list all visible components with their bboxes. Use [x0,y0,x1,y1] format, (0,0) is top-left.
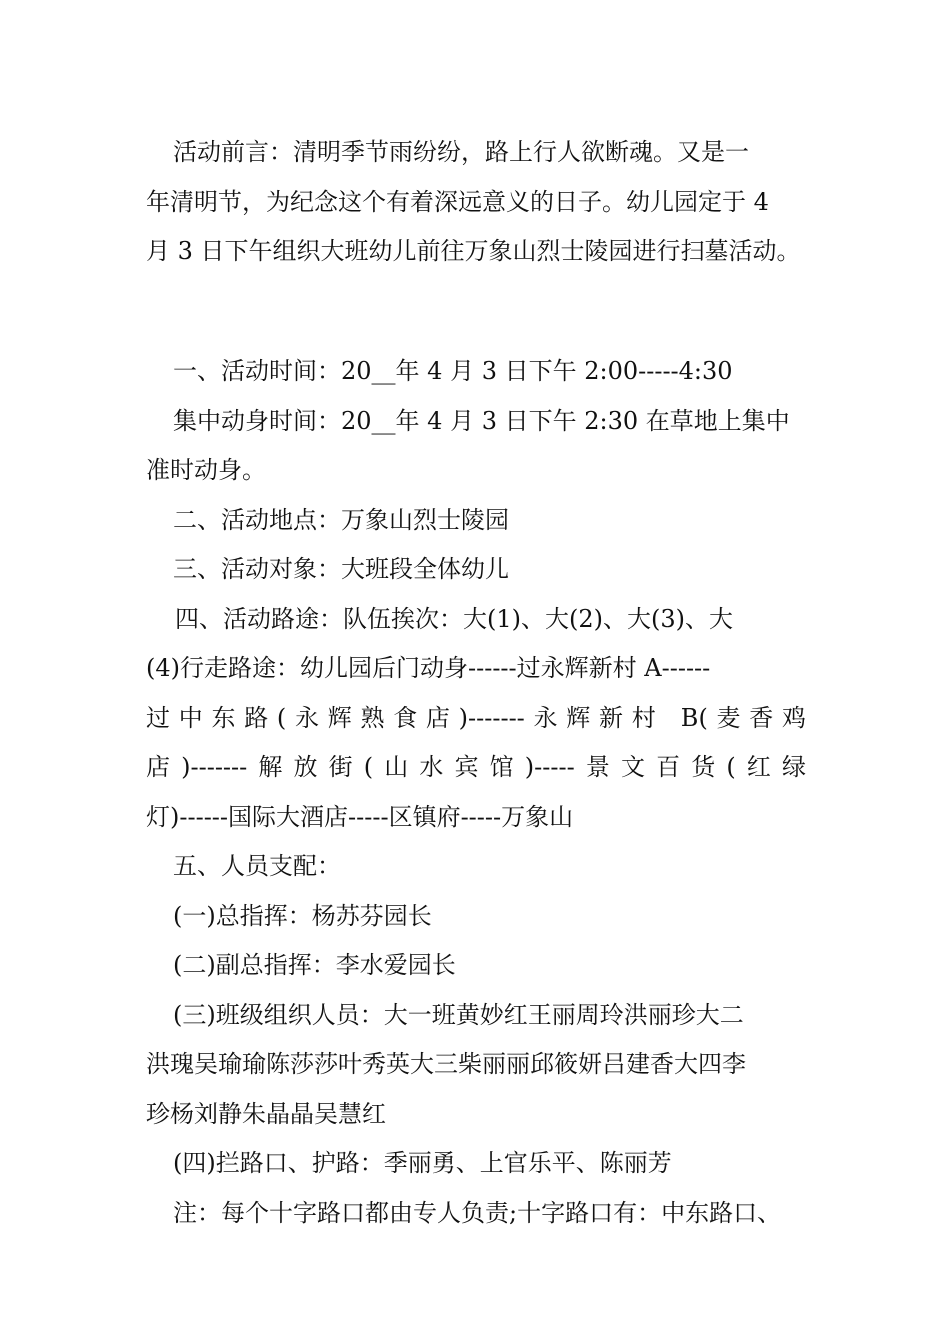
class-organizers-line-3: 珍杨刘静朱晶晶吴慧红 [146,1099,386,1128]
class-organizers-line-1: (三)班级组织人员：大一班黄妙红王丽周玲洪丽珍大二 [173,1000,744,1029]
activity-participants: 三、活动对象：大班段全体幼儿 [173,555,509,583]
activity-time: 一、活动时间：20__年 4 月 3 日下午 2:00-----4:30 [173,357,733,385]
note-line: 注：每个十字路口都由专人负责;十字路口有：中东路口、 [173,1198,782,1227]
deputy-commander: (二)副总指挥：李水爱园长 [173,951,456,979]
preface-line-2: 年清明节，为纪念这个有着深远意义的日子。幼儿园定于 4 [146,187,769,216]
route-line-2: (4)行走路途：幼儿园后门动身------过永辉新村 A------ [146,654,711,682]
document-body [146,128,826,1238]
road-guards: (四)拦路口、护路：季丽勇、上官乐平、陈丽芳 [173,1149,672,1177]
paragraph-gap [146,277,826,327]
route-line-5: 灯)------国际大酒店-----区镇府-----万象山 [146,802,574,831]
preface-line-1: 活动前言：清明季节雨纷纷，路上行人欲断魂。又是一 [173,138,749,166]
class-organizers-line-2: 洪瑰吴瑜瑜陈莎莎叶秀英大三柴丽丽邱筱妍吕建香大四李 [146,1050,746,1078]
paragraph-gap [146,326,826,347]
departure-time-line-2: 准时动身。 [146,456,266,484]
route-line-4: 店)-------解放街(山水宾馆)-----景文百货(红绿 [146,753,806,781]
activity-location: 二、活动地点：万象山烈士陵园 [173,505,509,534]
route-line-3: 过中东路(永辉熟食店)-------永辉新村 B(麦香鸡 [146,703,806,732]
departure-time-line-1: 集中动身时间：20__年 4 月 3 日下午 2:30 在草地上集中 [173,406,790,435]
preface-line-3: 月 3 日下午组织大班幼儿前往万象山烈士陵园进行扫墓活动。 [146,237,801,265]
chief-commander: (一)总指挥：杨苏芬园长 [173,901,432,930]
staffing-heading: 五、人员支配： [173,852,341,880]
route-line-1: 四、活动路途：队伍挨次：大(1)、大(2)、大(3)、大 [175,604,733,633]
